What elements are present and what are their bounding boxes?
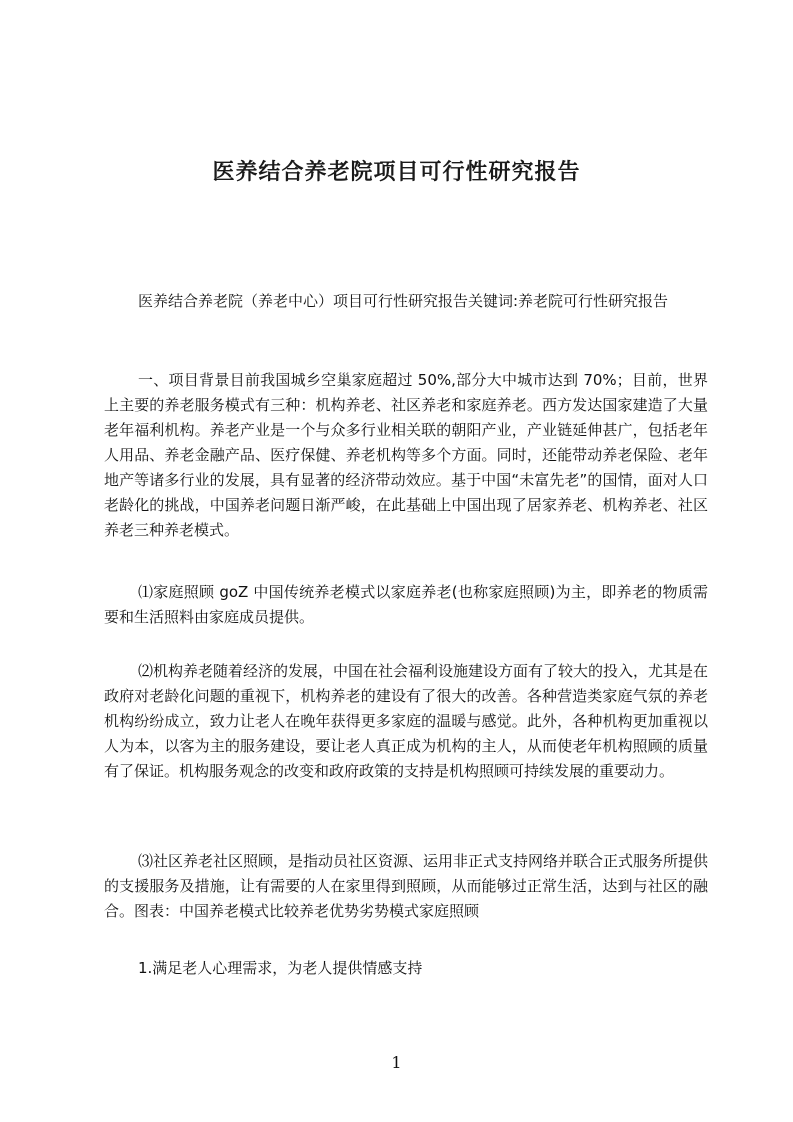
institutional-care-paragraph: ⑵机构养老随着经济的发展，中国在社会福利设施建设方面有了较大的投入，尤其是在政府对老龄化问题的重视下，机构养老的建设有了很大的改善。各种营造类家庭气氛的养老机构纷纷成立，致力让老人在晚年获得更多家庭的温暖与感觉。此外，各种机构更加重视以人为本，以客为主的服务建设，要让老人真正成为机构的主人，从而使老年机构照顾的质量有了保证。机构服务观念的改变和政府政策的支持是机构照顾可持续发展的重要动力。 bbox=[104, 662, 709, 780]
page-number: 1 bbox=[391, 1053, 402, 1072]
list-item-1: 1.满足老人心理需求，为老人提供情感支持 bbox=[138, 959, 423, 977]
keywords-paragraph: 医养结合养老院（养老中心）项目可行性研究报告关键词:养老院可行性研究报告 bbox=[138, 292, 669, 310]
project-background-paragraph: 一、项目背景目前我国城乡空巢家庭超过 50%,部分大中城市达到 70%；目前，世界上主要的养老服务模式有三种：机构养老、社区养老和家庭养老。西方发达国家建造了大量老年福利机构。养老产业是一个与众多行业相关联的朝阳产业，产业链延伸甚广，包括老年人用品、养老金融产品、医疗保健、养老机构等多个方面。同时，还能带动养老保险、老年地产等诸多行业的发展，具有显著的经济带动效应。基于中国“未富先老”的国情，面对人口老龄化的挑战，中国养老问题日渐严峻，在此基础上中国出现了居家养老、机构养老、社区养老三种养老模式。 bbox=[104, 371, 708, 539]
family-care-paragraph: ⑴家庭照顾 goZ 中国传统养老模式以家庭养老(也称家庭照顾)为主，即养老的物质需要和生活照料由家庭成员提供。 bbox=[104, 583, 708, 626]
community-care-paragraph: ⑶社区养老社区照顾，是指动员社区资源、运用非正式支持网络并联合正式服务所提供的支援服务及措施，让有需要的人在家里得到照顾，从而能够过正常生活，达到与社区的融合。图表：中国养老模式比较养老优势劣势模式家庭照顾 bbox=[104, 852, 709, 920]
document-title: 医养结合养老院项目可行性研究报告 bbox=[212, 159, 581, 185]
